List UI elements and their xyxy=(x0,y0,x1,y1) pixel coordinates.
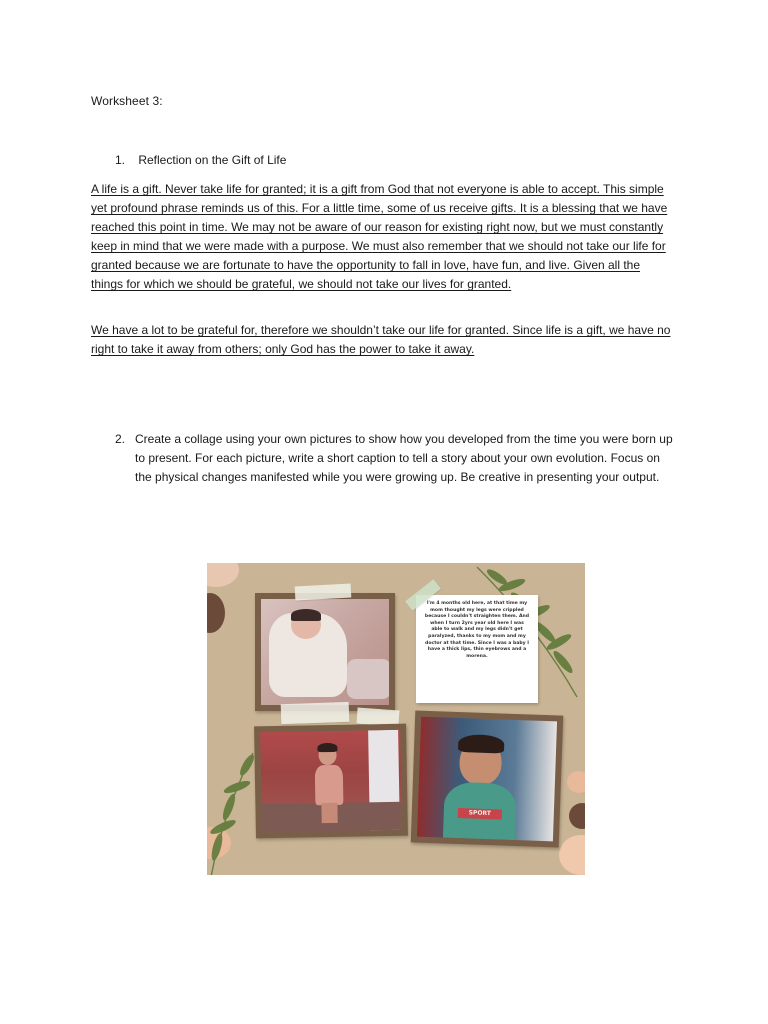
blob-top-left-peach xyxy=(207,563,239,587)
tape-photo-baby xyxy=(295,584,352,601)
tape-center-left xyxy=(281,702,350,724)
photo-baby-hair xyxy=(291,609,321,621)
photo-frame-child xyxy=(411,710,564,847)
life-collage xyxy=(207,563,585,875)
blob-left-dark xyxy=(207,593,225,633)
blob-right-dark xyxy=(569,803,585,829)
photo-toddler xyxy=(260,730,402,832)
caption-text: I'm 4 months old here, at that time my mom thought my legs were crippled because I couldn't straighten them. And when I turn 2yrs year old here I was able to walk and my legs didn't get paralyzed, thanks to my mom and my doctor at that time. Since I was a baby I have a thick lips, thin eyebrows and a morena. xyxy=(424,601,530,659)
photo-toddler-hair xyxy=(317,743,337,752)
blob-bottom-right-peach xyxy=(559,835,585,875)
photo-frame-baby xyxy=(255,593,395,711)
photo-frame-toddler xyxy=(254,724,408,839)
photo-child xyxy=(417,717,557,842)
reflection-paragraph-1 xyxy=(91,180,673,294)
photo-child-hair xyxy=(458,734,505,754)
photo-baby xyxy=(261,599,389,705)
blob-right-peach xyxy=(567,771,585,793)
section2-number: 2. xyxy=(115,432,126,446)
section2-item xyxy=(115,430,675,487)
reflection-paragraph-2 xyxy=(91,321,673,359)
photo-adult-arm xyxy=(347,659,389,699)
section1-heading-text: Reflection on the Gift of Life xyxy=(138,153,287,167)
reflection-paragraph-2-text: We have a lot to be grateful for, therefore we shouldn’t take our life for granted. Since life is a gift, we have no right to take it away from others; only God has the power to take it away. xyxy=(91,323,671,356)
section1-heading xyxy=(115,153,286,167)
reflection-paragraph-1-text: A life is a gift. Never take life for granted; it is a gift from God that not everyone is able to accept. This simple yet profound phrase reminds us of this. For a little time, some of us receive gifts. It is a blessing that we have reached this point in time. We may not be aware of our reason for existing right now, but we must constantly keep in mind that we were made with a purpose. We must also remember that we should not take our life for granted because we are fortunate to have the opportunity to fall in love, have fun, and live. Given all the things for which we should be grateful, we should not take our lives for granted. xyxy=(91,182,668,291)
section1-number: 1. xyxy=(115,153,126,167)
photo-toddler-dress xyxy=(315,765,344,805)
caption-note xyxy=(416,595,538,703)
section2-instructions: Create a collage using your own pictures to show how you developed from the time you were born up to present. For each picture, write a short caption to tell a story about your own evolution. Focus on the physical changes manifested while you were growing up. Be creative in presenting your output. xyxy=(135,432,673,484)
worksheet-title: Worksheet 3: xyxy=(91,94,163,108)
photo-child-shirt-print: SPORT xyxy=(458,808,502,820)
photo-toddler-legs xyxy=(321,803,337,823)
